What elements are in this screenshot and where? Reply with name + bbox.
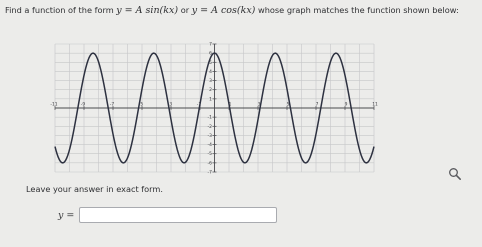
prompt-connector: or <box>180 5 190 15</box>
problem-prompt <box>5 4 477 17</box>
y-tick-label: -6 <box>207 161 212 167</box>
x-tick-label: 1 <box>228 102 232 108</box>
x-tick-label: 11 <box>372 102 378 108</box>
y-tick-label: -5 <box>207 152 212 158</box>
answer-row <box>58 205 277 225</box>
y-tick-label: -3 <box>207 133 212 139</box>
x-tick-label: 9 <box>344 102 348 108</box>
y-tick-label: -7 <box>207 170 212 176</box>
y-tick-label: 4 <box>209 69 212 75</box>
answer-label: y = <box>58 209 75 221</box>
x-tick-label: -5 <box>138 102 144 108</box>
y-tick-label: 7 <box>209 42 212 48</box>
x-tick-label: -11 <box>50 102 58 108</box>
y-tick-label: -4 <box>207 143 212 149</box>
search-icon[interactable] <box>448 167 462 181</box>
answer-input[interactable] <box>79 207 277 223</box>
function-graph <box>52 41 377 175</box>
x-tick-label: -9 <box>80 102 86 108</box>
x-tick-label: -1 <box>196 102 202 108</box>
x-tick-label: 5 <box>286 102 290 108</box>
x-tick-label: -3 <box>167 102 173 108</box>
y-tick-label: 2 <box>209 88 212 94</box>
y-tick-label: 5 <box>209 60 212 66</box>
x-tick-label: 3 <box>257 102 261 108</box>
y-tick-label: 1 <box>209 97 212 103</box>
y-tick-label: -2 <box>207 124 212 130</box>
y-tick-label: 3 <box>209 79 212 85</box>
graph-axes <box>55 44 374 172</box>
formula-cos: y = A cos(kx) <box>191 5 256 16</box>
x-tick-label: 7 <box>315 102 319 108</box>
prompt-text-after: whose graph matches the function shown below: <box>258 5 459 15</box>
y-tick-label: 6 <box>209 51 212 57</box>
instruction-text: Leave your answer in exact form. <box>26 184 163 194</box>
x-tick-label: -7 <box>109 102 115 108</box>
prompt-text-before: Find a function of the form <box>5 5 114 15</box>
formula-sin: y = A sin(kx) <box>116 5 179 16</box>
y-tick-label: -1 <box>207 115 212 121</box>
